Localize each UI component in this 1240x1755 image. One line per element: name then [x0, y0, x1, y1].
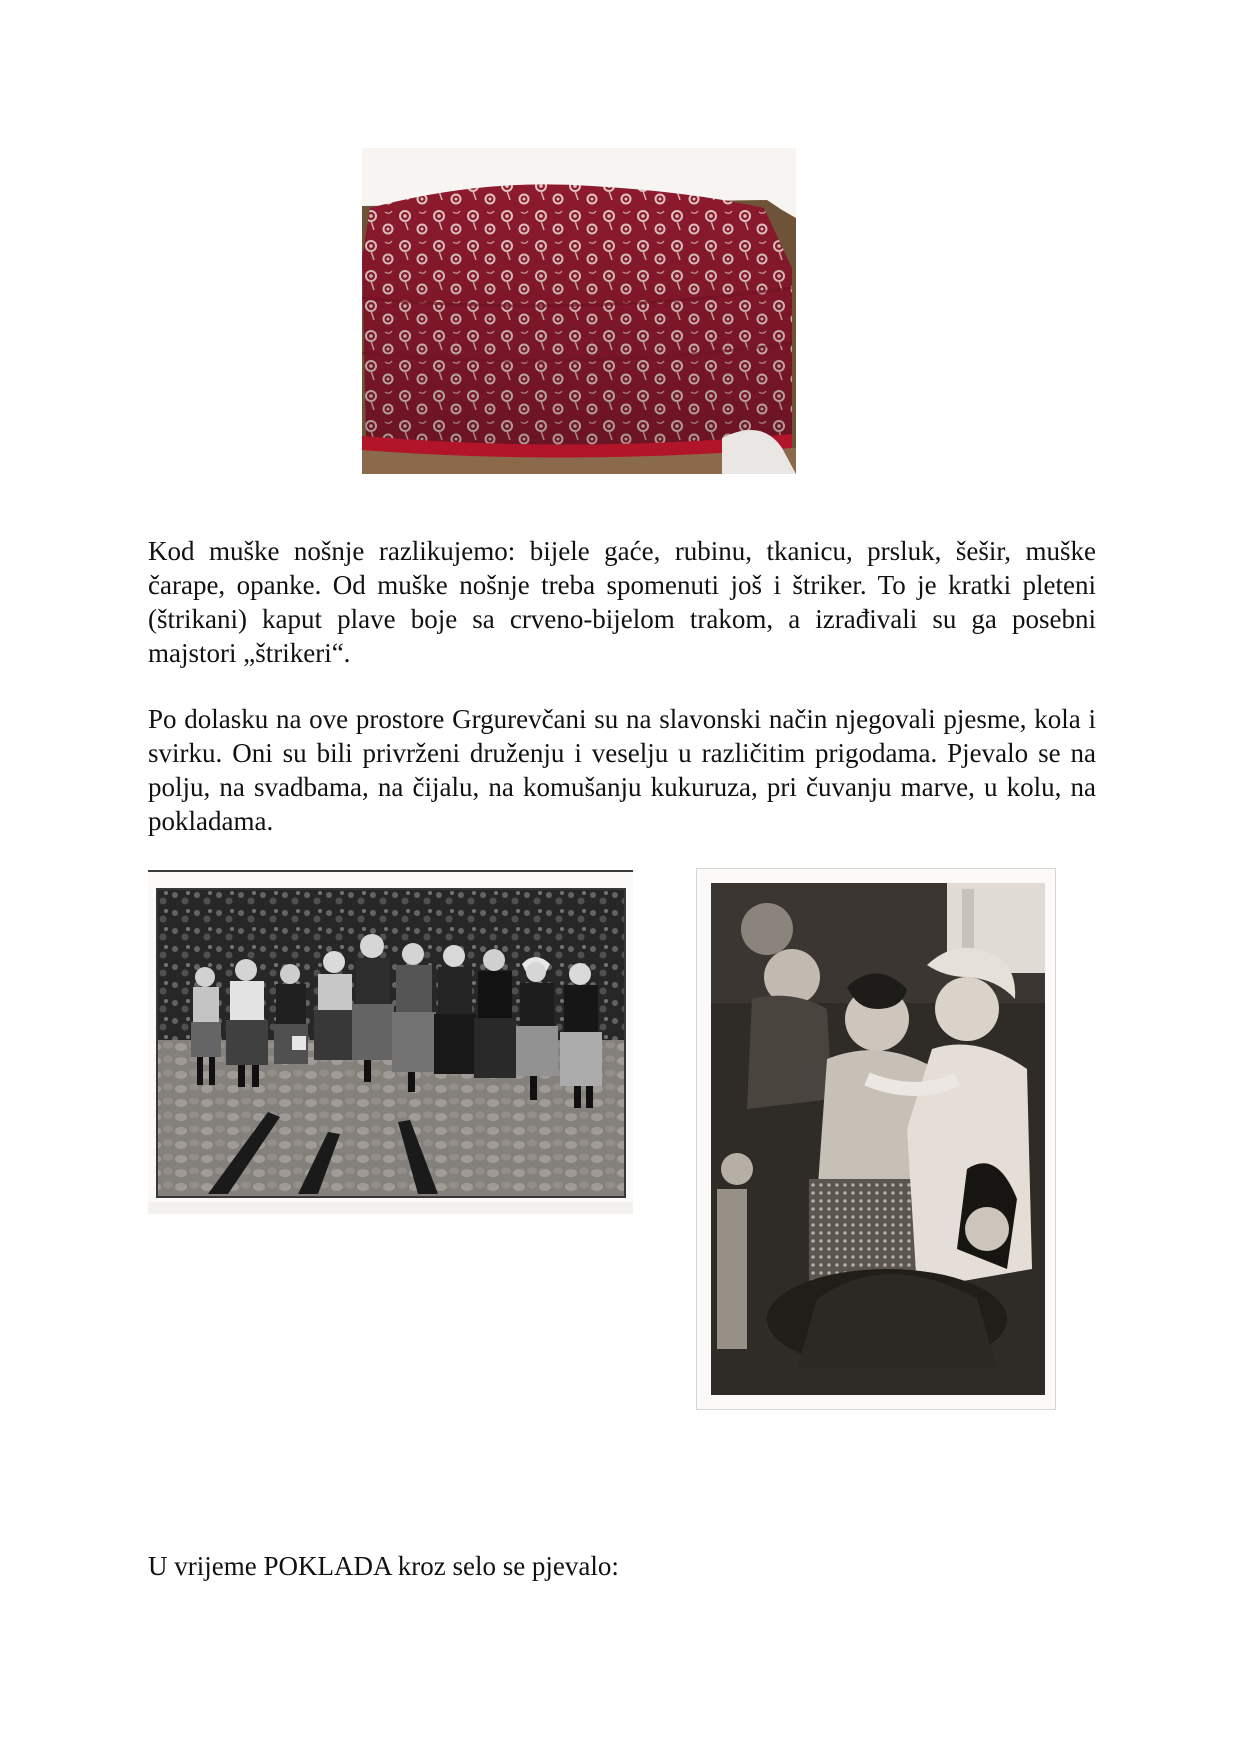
- dance-image: [697, 869, 1055, 1409]
- group-photo: [148, 870, 633, 1214]
- group-image: [148, 872, 633, 1214]
- paragraph-poklade: U vrijeme POKLADA kroz selo se pjevalo:: [148, 1551, 619, 1581]
- dance-photo: [696, 868, 1056, 1410]
- paragraph-arrival-songs: Po dolasku na ove prostore Grgurevčani su na slavonski način njegovali pjesme, kola i svirku. Oni su bili privrženi druženju i veselju u različitim prigodama. Pjevalo se na polju, na svadbama, na čijalu, na komušanju kukuruza, pri čuvanju marve, u kolu, na pokladama.: [148, 704, 1096, 836]
- skirt-image: [362, 148, 796, 474]
- skirt-photo: [362, 148, 796, 474]
- paragraph-mens-costume: Kod muške nošnje razlikujemo: bijele gaće, rubinu, tkanicu, prsluk, šešir, muške čarape, opanke. Od muške nošnje treba spomenuti još i štriker. To je kratki pleteni (štrikani) kaput plave boje sa crveno-bijelom trakom, a izrađivali su ga posebni majstori „štrikeri“.: [148, 536, 1096, 668]
